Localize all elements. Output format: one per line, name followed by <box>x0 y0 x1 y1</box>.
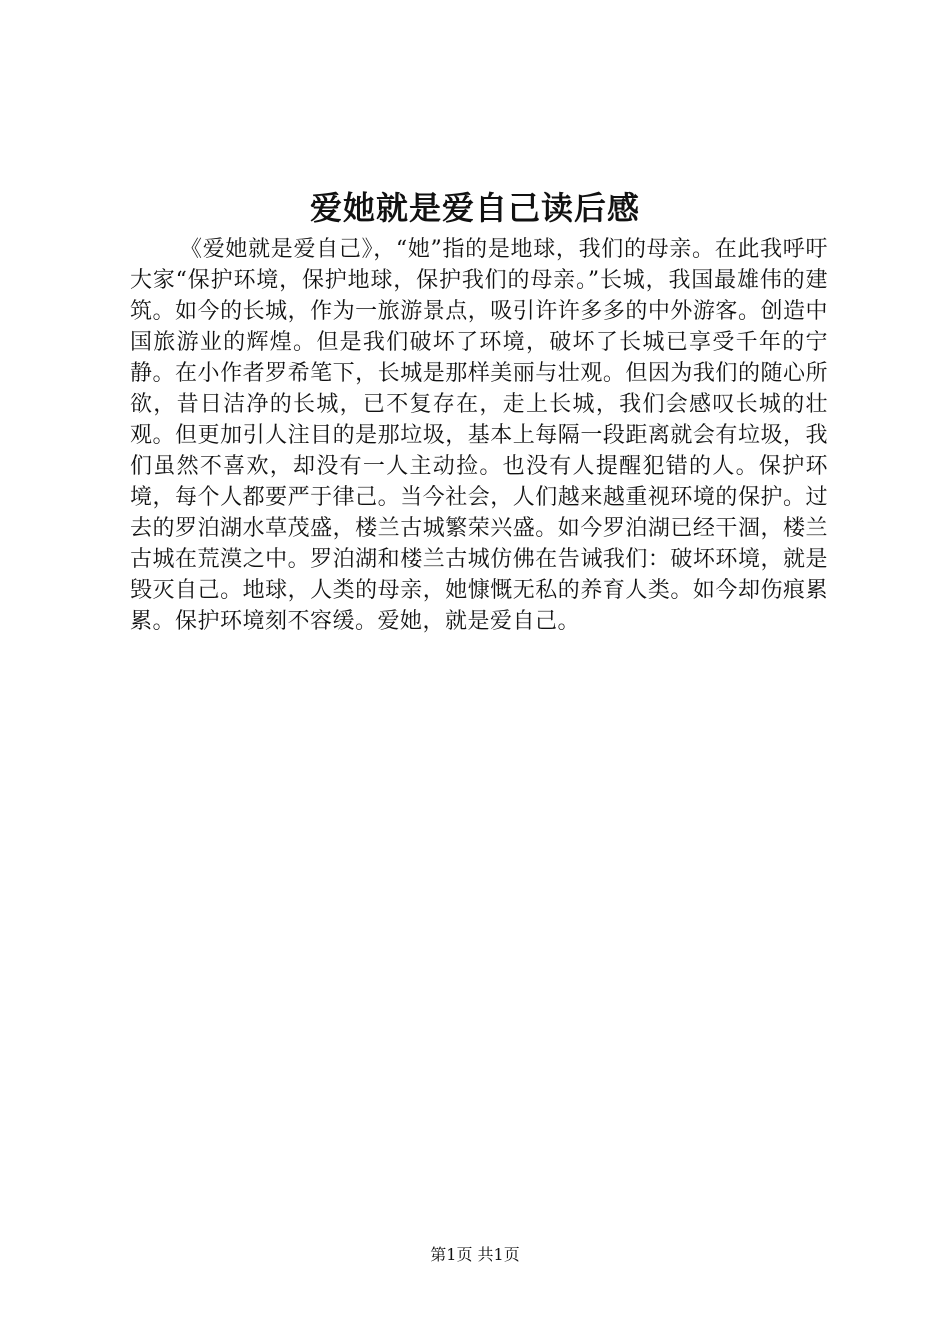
document-body-paragraph: 《爱她就是爱自己》，“她”指的是地球，我们的母亲。在此我呼吁大家“保护环境，保护地球，保护我们的母亲。”长城，我国最雄伟的建筑。如今的长城，作为一旅游景点，吸引许许多多的中外游客。创造中国旅游业的辉煌。但是我们破坏了环境，破坏了长城已享受千年的宁静。在小作者罗希笔下，长城是那样美丽与壮观。但因为我们的随心所欲，昔日洁净的长城，已不复存在，走上长城，我们会感叹长城的壮观。但更加引人注目的是那垃圾，基本上每隔一段距离就会有垃圾，我们虽然不喜欢，却没有一人主动捡。也没有人提醒犯错的人。保护环境，每个人都要严于律己。当今社会，人们越来越重视环境的保护。过去的罗泊湖水草茂盛，楼兰古城繁荣兴盛。如今罗泊湖已经干涸，楼兰古城在荒漠之中。罗泊湖和楼兰古城仿佛在告诫我们：破坏环境，就是毁灭自己。地球，人类的母亲，她慷慨无私的养育人类。如今却伤痕累累。保护环境刻不容缓。爱她，就是爱自己。 <box>130 237 828 634</box>
document-title: 爱她就是爱自己读后感 <box>309 189 640 227</box>
page-footer: 第1页 共1页 <box>430 1245 520 1264</box>
